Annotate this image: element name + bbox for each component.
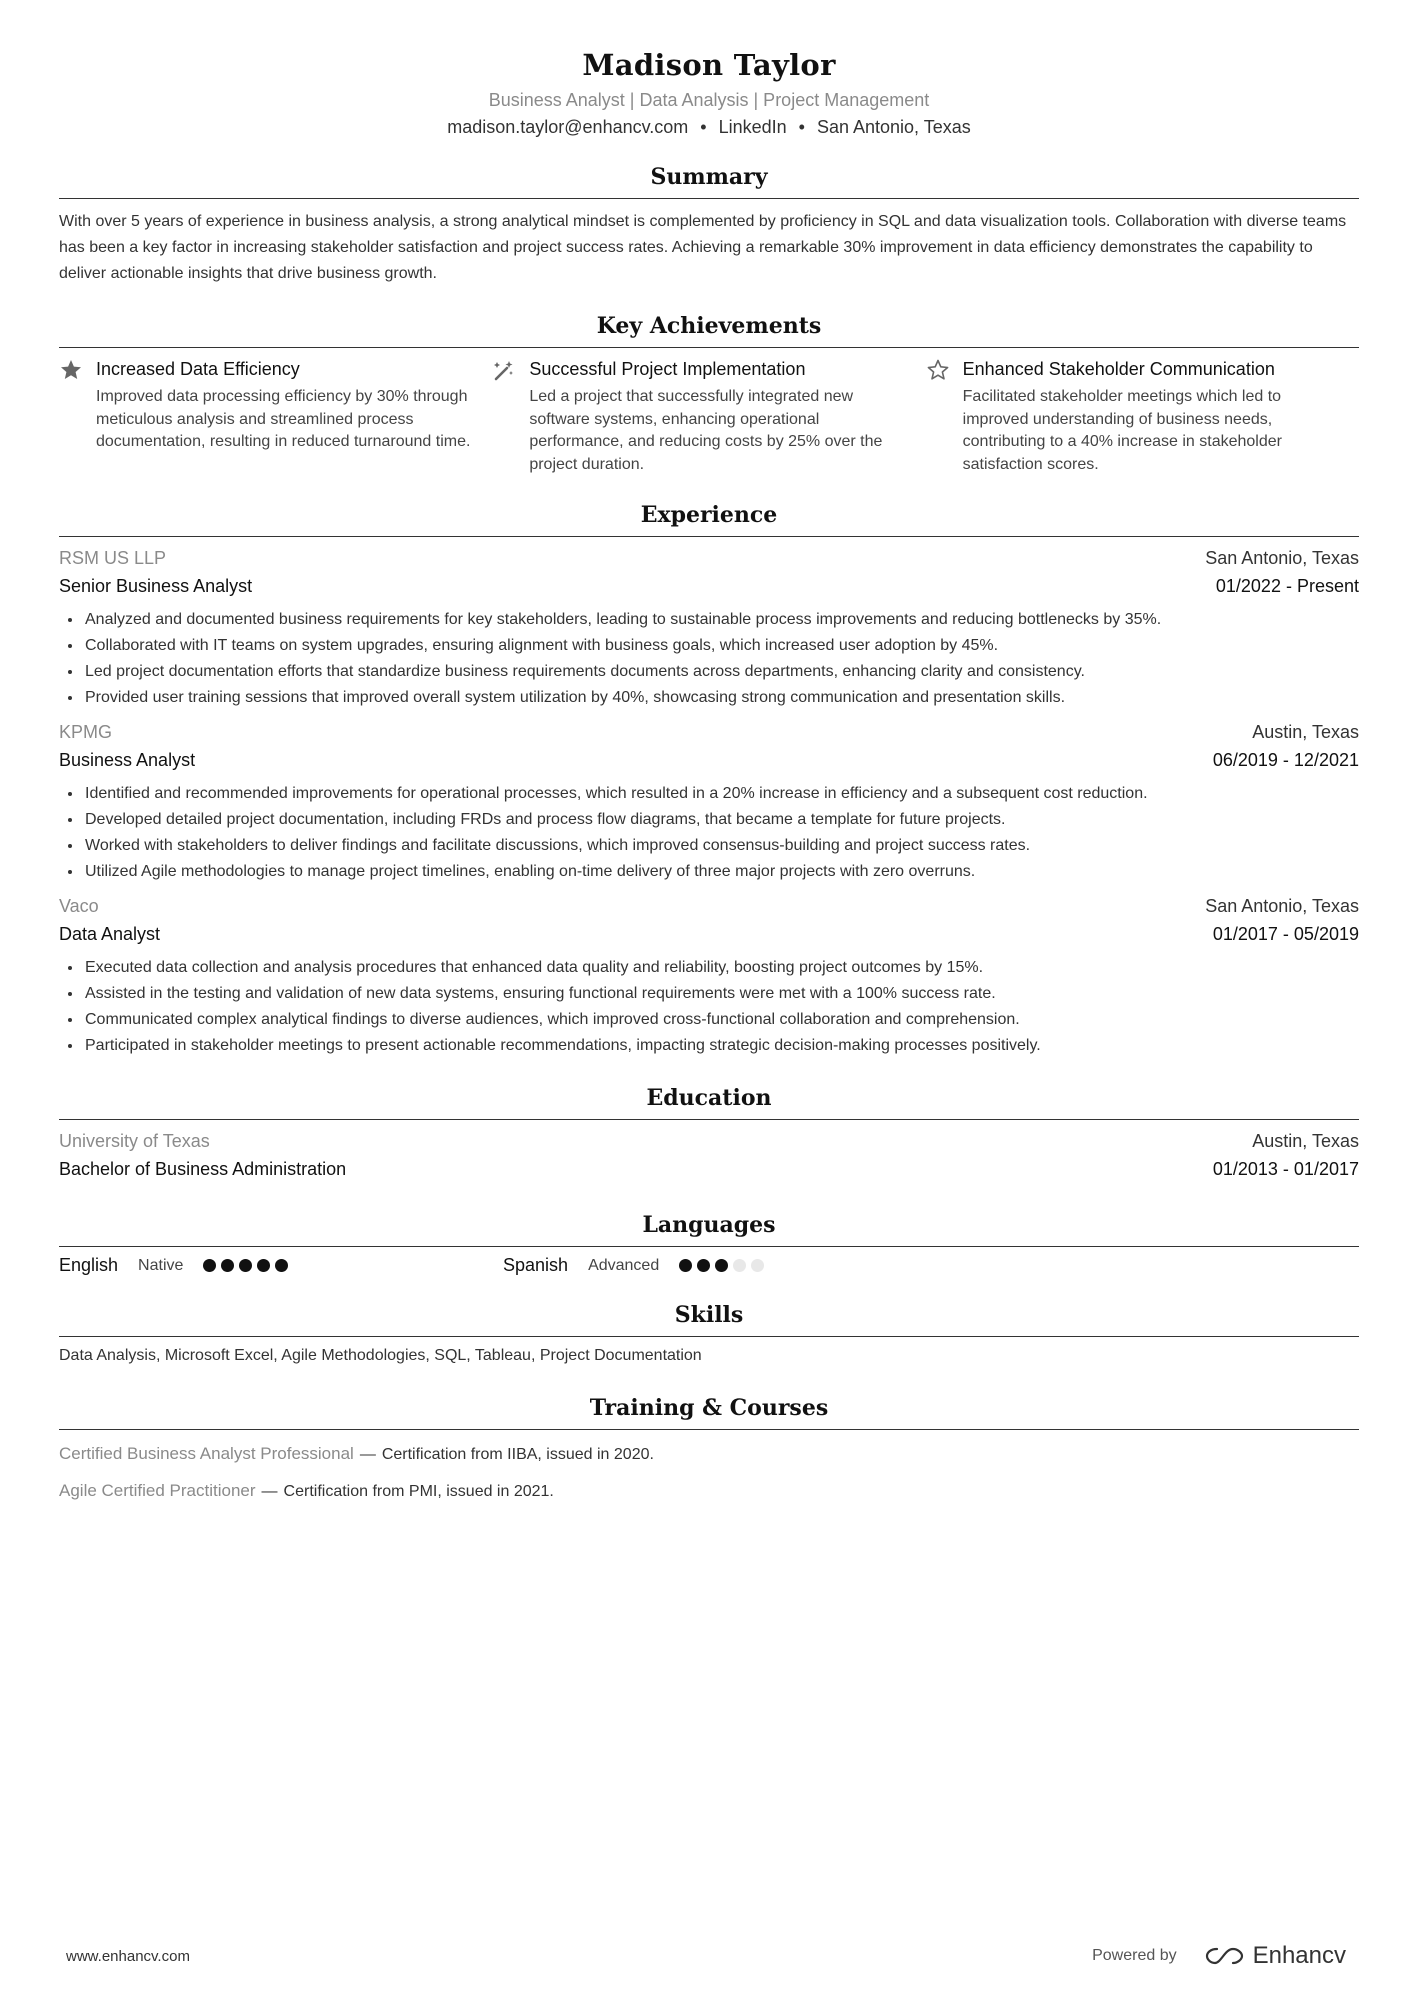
rating-dot-filled <box>715 1259 728 1272</box>
bullet-item: • Collaborated with IT teams on system upgrades, ensuring alignment with business goals, which increased user adoption by 45%. <box>83 633 1359 659</box>
star-outline-icon <box>926 358 963 476</box>
job-dates: 06/2019 - 12/2021 <box>1212 750 1359 770</box>
company-name: Vaco <box>59 896 99 916</box>
bullet-item: • Participated in stakeholder meetings to present actionable recommendations, impacting strategic decision-making processes positively. <box>83 1033 1359 1059</box>
achievement-description: Led a project that successfully integrated new software systems, enhancing operational performance, and reducing costs by 25% over the project duration. <box>529 388 883 473</box>
separator-dot: • <box>798 117 805 137</box>
dash-separator: — <box>261 1483 278 1500</box>
section-title-training: Training & Courses <box>589 1395 829 1421</box>
section-title-education: Education <box>646 1085 772 1111</box>
job-bullets <box>59 781 1359 885</box>
bullet-item: • Utilized Agile methodologies to manage project timelines, enabling on-time delivery of three major projects with zero overruns. <box>83 859 1359 885</box>
language-name: Spanish <box>503 1255 569 1275</box>
achievement-item <box>59 358 492 476</box>
achievement-description: Facilitated stakeholder meetings which led to improved understanding of business needs, contributing to a 40% increase in stakeholder satisfaction scores. <box>962 388 1282 473</box>
separator-dot: • <box>700 117 707 137</box>
achievement-description: Improved data processing efficiency by 30% through meticulous analysis and streamlined process documentation, resulting in reduced turnaround time. <box>96 388 471 450</box>
powered-by-text: Powered by <box>1092 1947 1177 1964</box>
course-item <box>59 1479 1359 1504</box>
language-level: Advanced <box>588 1256 660 1274</box>
candidate-subtitle: Business Analyst | Data Analysis | Project Management <box>488 90 930 110</box>
job-entry <box>59 547 1359 711</box>
rating-dot-filled <box>239 1259 252 1272</box>
school-name: University of Texas <box>59 1131 210 1151</box>
job-title: Business Analyst <box>59 750 196 770</box>
achievement-title: Enhanced Stakeholder Communication <box>962 359 1275 379</box>
star-filled-icon <box>59 358 96 476</box>
course-description: Certification from IIBA, issued in 2020. <box>381 1446 654 1463</box>
job-dates: 01/2017 - 05/2019 <box>1212 924 1359 944</box>
achievement-item <box>926 358 1359 476</box>
rating-dot-filled <box>275 1259 288 1272</box>
achievement-title: Successful Project Implementation <box>529 359 806 379</box>
bullet-item: • Assisted in the testing and validation of new data systems, ensuring functional requirements were met with a 100% success rate. <box>83 981 1359 1007</box>
resume-header <box>59 0 1359 138</box>
email-link[interactable]: madison.taylor@enhancv.com <box>447 117 689 137</box>
rating-dot-filled <box>203 1259 216 1272</box>
education-section <box>59 1085 1359 1180</box>
achievement-title: Increased Data Efficiency <box>96 359 300 379</box>
company-name: RSM US LLP <box>59 548 167 568</box>
language-level: Native <box>138 1256 184 1274</box>
job-bullets <box>59 955 1359 1059</box>
bullet-item: • Provided user training sessions that improved overall system utilization by 40%, showcasing strong communication and presentation skills. <box>83 685 1359 711</box>
linkedin-link[interactable]: LinkedIn <box>718 117 787 137</box>
section-divider <box>59 536 1359 537</box>
section-divider <box>59 1119 1359 1120</box>
course-title: Certified Business Analyst Professional <box>59 1444 354 1463</box>
language-rating <box>203 1259 293 1272</box>
section-title-skills: Skills <box>674 1302 744 1328</box>
summary-section <box>59 164 1359 287</box>
bullet-item: • Communicated complex analytical findings to diverse audiences, which improved cross-functional collaboration and comprehension. <box>83 1007 1359 1033</box>
magic-wand-icon <box>492 358 529 476</box>
job-location: San Antonio, Texas <box>1205 896 1359 916</box>
job-entry <box>59 721 1359 885</box>
achievements-section <box>59 313 1359 476</box>
candidate-name: Madison Taylor <box>582 48 836 82</box>
contact-line <box>59 117 1359 138</box>
summary-text: With over 5 years of experience in business analysis, a strong analytical mindset is complemented by proficiency in SQL and data visualization tools. Collaboration with diverse teams has been a key factor in increasing stakeholder satisfaction and project success rates. Achieving a remarkable 30% improvement in data efficiency demonstrates the capability to deliver actionable insights that drive business growth. <box>59 213 1347 282</box>
page-footer <box>66 1942 1346 1970</box>
rating-dot-empty <box>733 1259 746 1272</box>
rating-dot-filled <box>697 1259 710 1272</box>
course-description: Certification from PMI, issued in 2021. <box>283 1483 554 1500</box>
bullet-item: • Led project documentation efforts that standardize business requirements documents across departments, enhancing clarity and consistency. <box>83 659 1359 685</box>
section-divider <box>59 1336 1359 1337</box>
bullet-item: • Developed detailed project documentation, including FRDs and process flow diagrams, that became a template for future projects. <box>83 807 1359 833</box>
language-name: English <box>59 1255 119 1275</box>
company-name: KPMG <box>59 722 113 742</box>
section-divider <box>59 347 1359 348</box>
bullet-item: • Worked with stakeholders to deliver findings and facilitate discussions, which improved consensus-building and project success rates. <box>83 833 1359 859</box>
language-item <box>503 1255 947 1276</box>
achievement-item <box>492 358 925 476</box>
bullet-item: • Executed data collection and analysis procedures that enhanced data quality and reliability, boosting project outcomes by 15%. <box>83 955 1359 981</box>
degree-title: Bachelor of Business Administration <box>59 1159 347 1179</box>
languages-section <box>59 1212 1359 1276</box>
enhancv-logo-icon <box>1203 1944 1247 1968</box>
job-title: Data Analyst <box>59 924 161 944</box>
training-section <box>59 1395 1359 1504</box>
section-title-languages: Languages <box>642 1212 776 1238</box>
skills-list: Data Analysis, Microsoft Excel, Agile Methodologies, SQL, Tableau, Project Documentation <box>59 1347 702 1364</box>
course-title: Agile Certified Practitioner <box>59 1481 256 1500</box>
school-location: Austin, Texas <box>1252 1131 1359 1151</box>
location-text: San Antonio, Texas <box>816 117 971 137</box>
brand-name: Enhancv <box>1252 1942 1346 1969</box>
experience-section <box>59 502 1359 1059</box>
skills-section <box>59 1302 1359 1365</box>
enhancv-logo[interactable] <box>1203 1942 1346 1970</box>
footer-url-link[interactable]: www.enhancv.com <box>66 1947 190 1965</box>
section-divider <box>59 1246 1359 1247</box>
job-entry <box>59 895 1359 1059</box>
rating-dot-empty <box>751 1259 764 1272</box>
job-location: San Antonio, Texas <box>1205 548 1359 568</box>
bullet-item: • Analyzed and documented business requirements for key stakeholders, leading to sustainable process improvements and reducing bottlenecks by 35%. <box>83 607 1359 633</box>
language-rating <box>679 1259 769 1272</box>
section-divider <box>59 198 1359 199</box>
dash-separator: — <box>359 1446 376 1463</box>
bullet-item: • Identified and recommended improvements for operational processes, which resulted in a 20% increase in efficiency and a subsequent cost reduction. <box>83 781 1359 807</box>
section-title-achievements: Key Achievements <box>596 313 822 339</box>
job-dates: 01/2022 - Present <box>1215 576 1359 596</box>
job-bullets <box>59 607 1359 711</box>
language-item <box>59 1255 503 1276</box>
rating-dot-filled <box>221 1259 234 1272</box>
education-dates: 01/2013 - 01/2017 <box>1212 1159 1359 1179</box>
rating-dot-filled <box>257 1259 270 1272</box>
course-item <box>59 1442 1359 1467</box>
job-location: Austin, Texas <box>1252 722 1359 742</box>
rating-dot-filled <box>679 1259 692 1272</box>
section-title-summary: Summary <box>650 164 768 190</box>
section-divider <box>59 1429 1359 1430</box>
section-title-experience: Experience <box>640 502 778 528</box>
resume-page <box>59 0 1359 1995</box>
job-title: Senior Business Analyst <box>59 576 253 596</box>
